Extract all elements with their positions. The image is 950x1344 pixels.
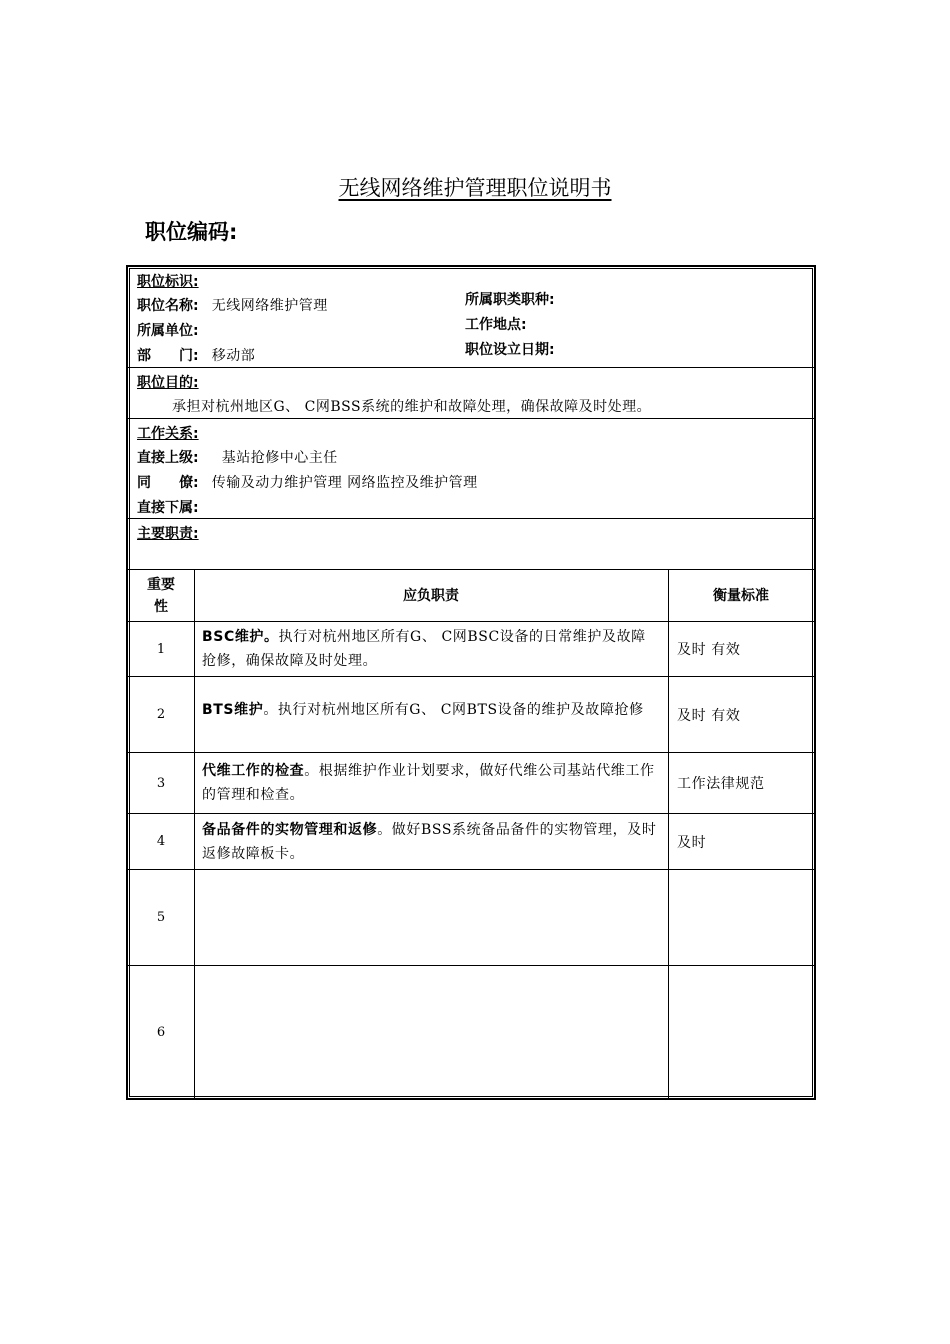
subordinate-label: 直接下属: — [137, 500, 199, 516]
document-title: 无线网络维护管理职位说明书 — [338, 176, 612, 200]
table-row-number: 5 — [156, 910, 166, 925]
purpose-header: 职位目的: — [137, 375, 199, 391]
peer-value: 传输及动力维护管理 网络监控及维护管理 — [211, 475, 478, 491]
position-name-row — [137, 295, 328, 315]
superior-value: 基站抢修中心主任 — [221, 450, 338, 466]
table-row-standard — [668, 870, 814, 965]
superior-label: 直接上级: — [137, 450, 199, 466]
table-row-duty — [194, 870, 668, 965]
duties-section — [128, 519, 814, 570]
relations-section — [128, 419, 814, 519]
table-row-number: 3 — [156, 775, 166, 791]
duties-table — [128, 570, 814, 1098]
purpose-section — [128, 368, 814, 419]
table-row-standard — [668, 966, 814, 1098]
table-row-number: 4 — [156, 834, 166, 849]
peer-row — [137, 472, 478, 492]
job-description-form — [126, 265, 816, 1100]
table-row-standard: 及时 有效 — [677, 707, 741, 724]
duties-header: 主要职责: — [137, 526, 199, 542]
identification-section — [128, 267, 814, 368]
table-row-standard: 及时 — [677, 834, 707, 851]
superior-row — [137, 447, 338, 467]
position-code-label: 职位编码: — [145, 220, 238, 244]
work-location-label: 工作地点: — [465, 317, 527, 333]
table-row-number: 2 — [156, 707, 166, 722]
table-row-duty: BTS维护。执行对杭州地区所有G、 C网BTS设备的维护及故障抢修 — [202, 702, 644, 718]
department-value: 移动部 — [211, 348, 256, 364]
position-name-label: 职位名称: — [137, 298, 199, 314]
table-row-duty: BSC维护。执行对杭州地区所有G、 C网BSC设备的日常维护及故障抢修，确保故障及时处理。 — [202, 629, 646, 669]
table-row-number: 1 — [156, 641, 166, 657]
table-row-standard: 工作法律规范 — [677, 776, 765, 792]
establish-date-label: 职位设立日期: — [465, 342, 555, 358]
relations-header: 工作关系: — [137, 426, 199, 442]
column-header-standard: 衡量标准 — [713, 587, 769, 604]
table-row-standard: 及时 有效 — [677, 642, 741, 658]
job-category-label: 所属职类职种: — [465, 292, 555, 308]
department-label: 部 门: — [137, 348, 199, 364]
table-row-number: 6 — [156, 1024, 166, 1040]
unit-label: 所属单位: — [137, 323, 199, 339]
column-header-importance: 重要性 — [147, 576, 175, 615]
position-name-value: 无线网络维护管理 — [211, 298, 328, 314]
department-row — [137, 345, 255, 365]
identification-header: 职位标识: — [137, 274, 199, 290]
column-header-duty: 应负职责 — [403, 587, 459, 604]
table-row-duty: 备品备件的实物管理和返修。做好BSS系统备品备件的实物管理，及时返修故障板卡。 — [202, 821, 657, 862]
purpose-text: 承担对杭州地区G、 C网BSS系统的维护和故障处理，确保故障及时处理。 — [172, 399, 652, 415]
peer-label: 同 僚: — [137, 475, 199, 491]
table-row-duty — [194, 966, 668, 1098]
table-row-duty: 代维工作的检查。根据维护作业计划要求，做好代维公司基站代维工作的管理和检查。 — [202, 763, 655, 803]
